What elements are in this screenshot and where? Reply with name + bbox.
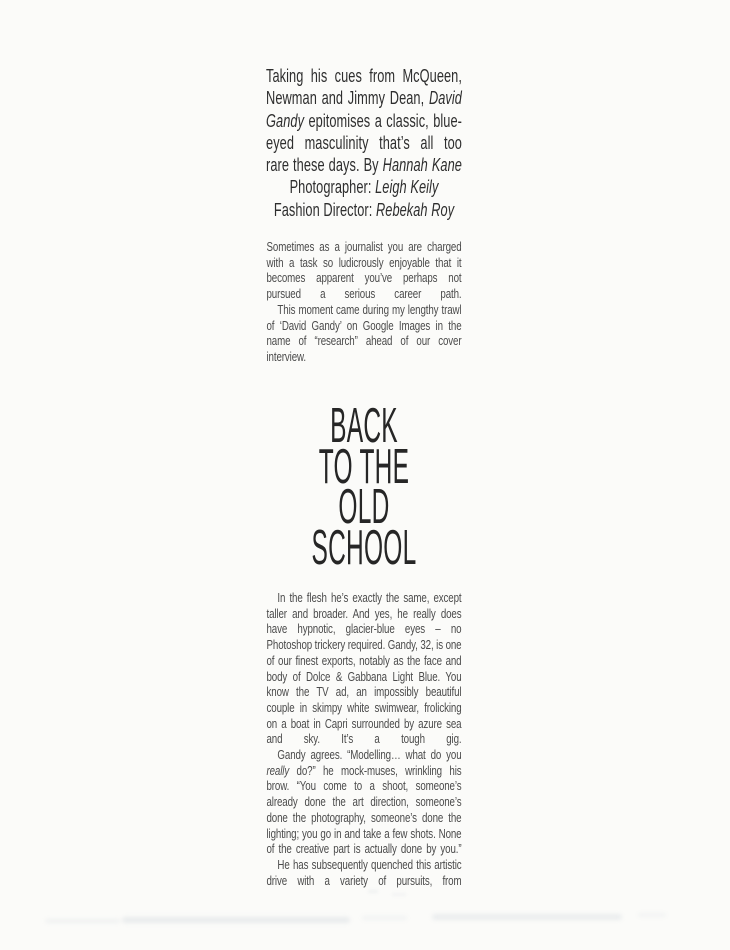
headline-line: BACK <box>330 399 398 453</box>
standfirst-line: rare these days. By Hannah Kane <box>266 155 462 176</box>
body-paragraph: He has subsequently quenched this artistic drive with a variety of pursuits, from <box>266 857 462 888</box>
bleedthrough-artifact <box>45 919 120 923</box>
bleedthrough-artifact <box>638 913 666 917</box>
body-paragraph: Gandy agrees. “Modelling… what do you really do?” he mock-muses, wrinkling his brow. “You come to a shoot, someone’s already done the art direction, someone’s done the photography, someone’s done the lighting; you go in and take a few shots. None of the creative part is actually done by you.” <box>266 748 462 857</box>
lede-paragraph: This moment came during my lengthy trawl of ‘David Gandy’ on Google Images in the name of “research” ahead of our cover interview. <box>266 302 462 364</box>
headline-line: TO THE <box>318 439 410 494</box>
standfirst-line: eyed masculinity that’s all too <box>266 132 462 153</box>
standfirst-line: Gandy epitomises a classic, blue- <box>266 110 462 131</box>
bleedthrough-artifact <box>362 916 407 920</box>
standfirst-line: Newman and Jimmy Dean, David <box>266 88 462 109</box>
lede-paragraph: Sometimes as a journalist you are charged with a task so ludicrously enjoyable that it becomes apparent you’ve perhaps not pursued a serious career path. <box>266 240 462 302</box>
lede-text <box>267 240 462 366</box>
bleedthrough-artifact <box>432 914 622 920</box>
standfirst <box>266 65 462 221</box>
headline-line: SCHOOL <box>311 520 417 575</box>
headline <box>309 399 419 575</box>
body-paragraph: In the flesh he’s exactly the same, except taller and broader. And yes, he really does have hypnotic, glacier-blue eyes – no Photoshop trickery required. Gandy, 32, is one of our finest exports, notably as the face and body of Dolce & Gabbana Light Blue. You know the TV ad, an impossibly beautiful couple in skimpy white swimwear, frolicking on a boat in Capri surrounded by azure sea and sky. It’s a tough gig. <box>266 591 462 747</box>
fashion-director-credit: Fashion Director: Rebekah Roy <box>273 199 455 220</box>
standfirst-line: Taking his cues from McQueen, <box>266 66 462 86</box>
bleedthrough-artifact <box>122 917 350 923</box>
headline-line: OLD <box>338 480 390 534</box>
photographer-credit: Photographer: Leigh Keily <box>289 177 439 198</box>
scan-speck <box>392 893 406 896</box>
scan-speck <box>368 890 378 893</box>
body-text <box>267 591 462 889</box>
